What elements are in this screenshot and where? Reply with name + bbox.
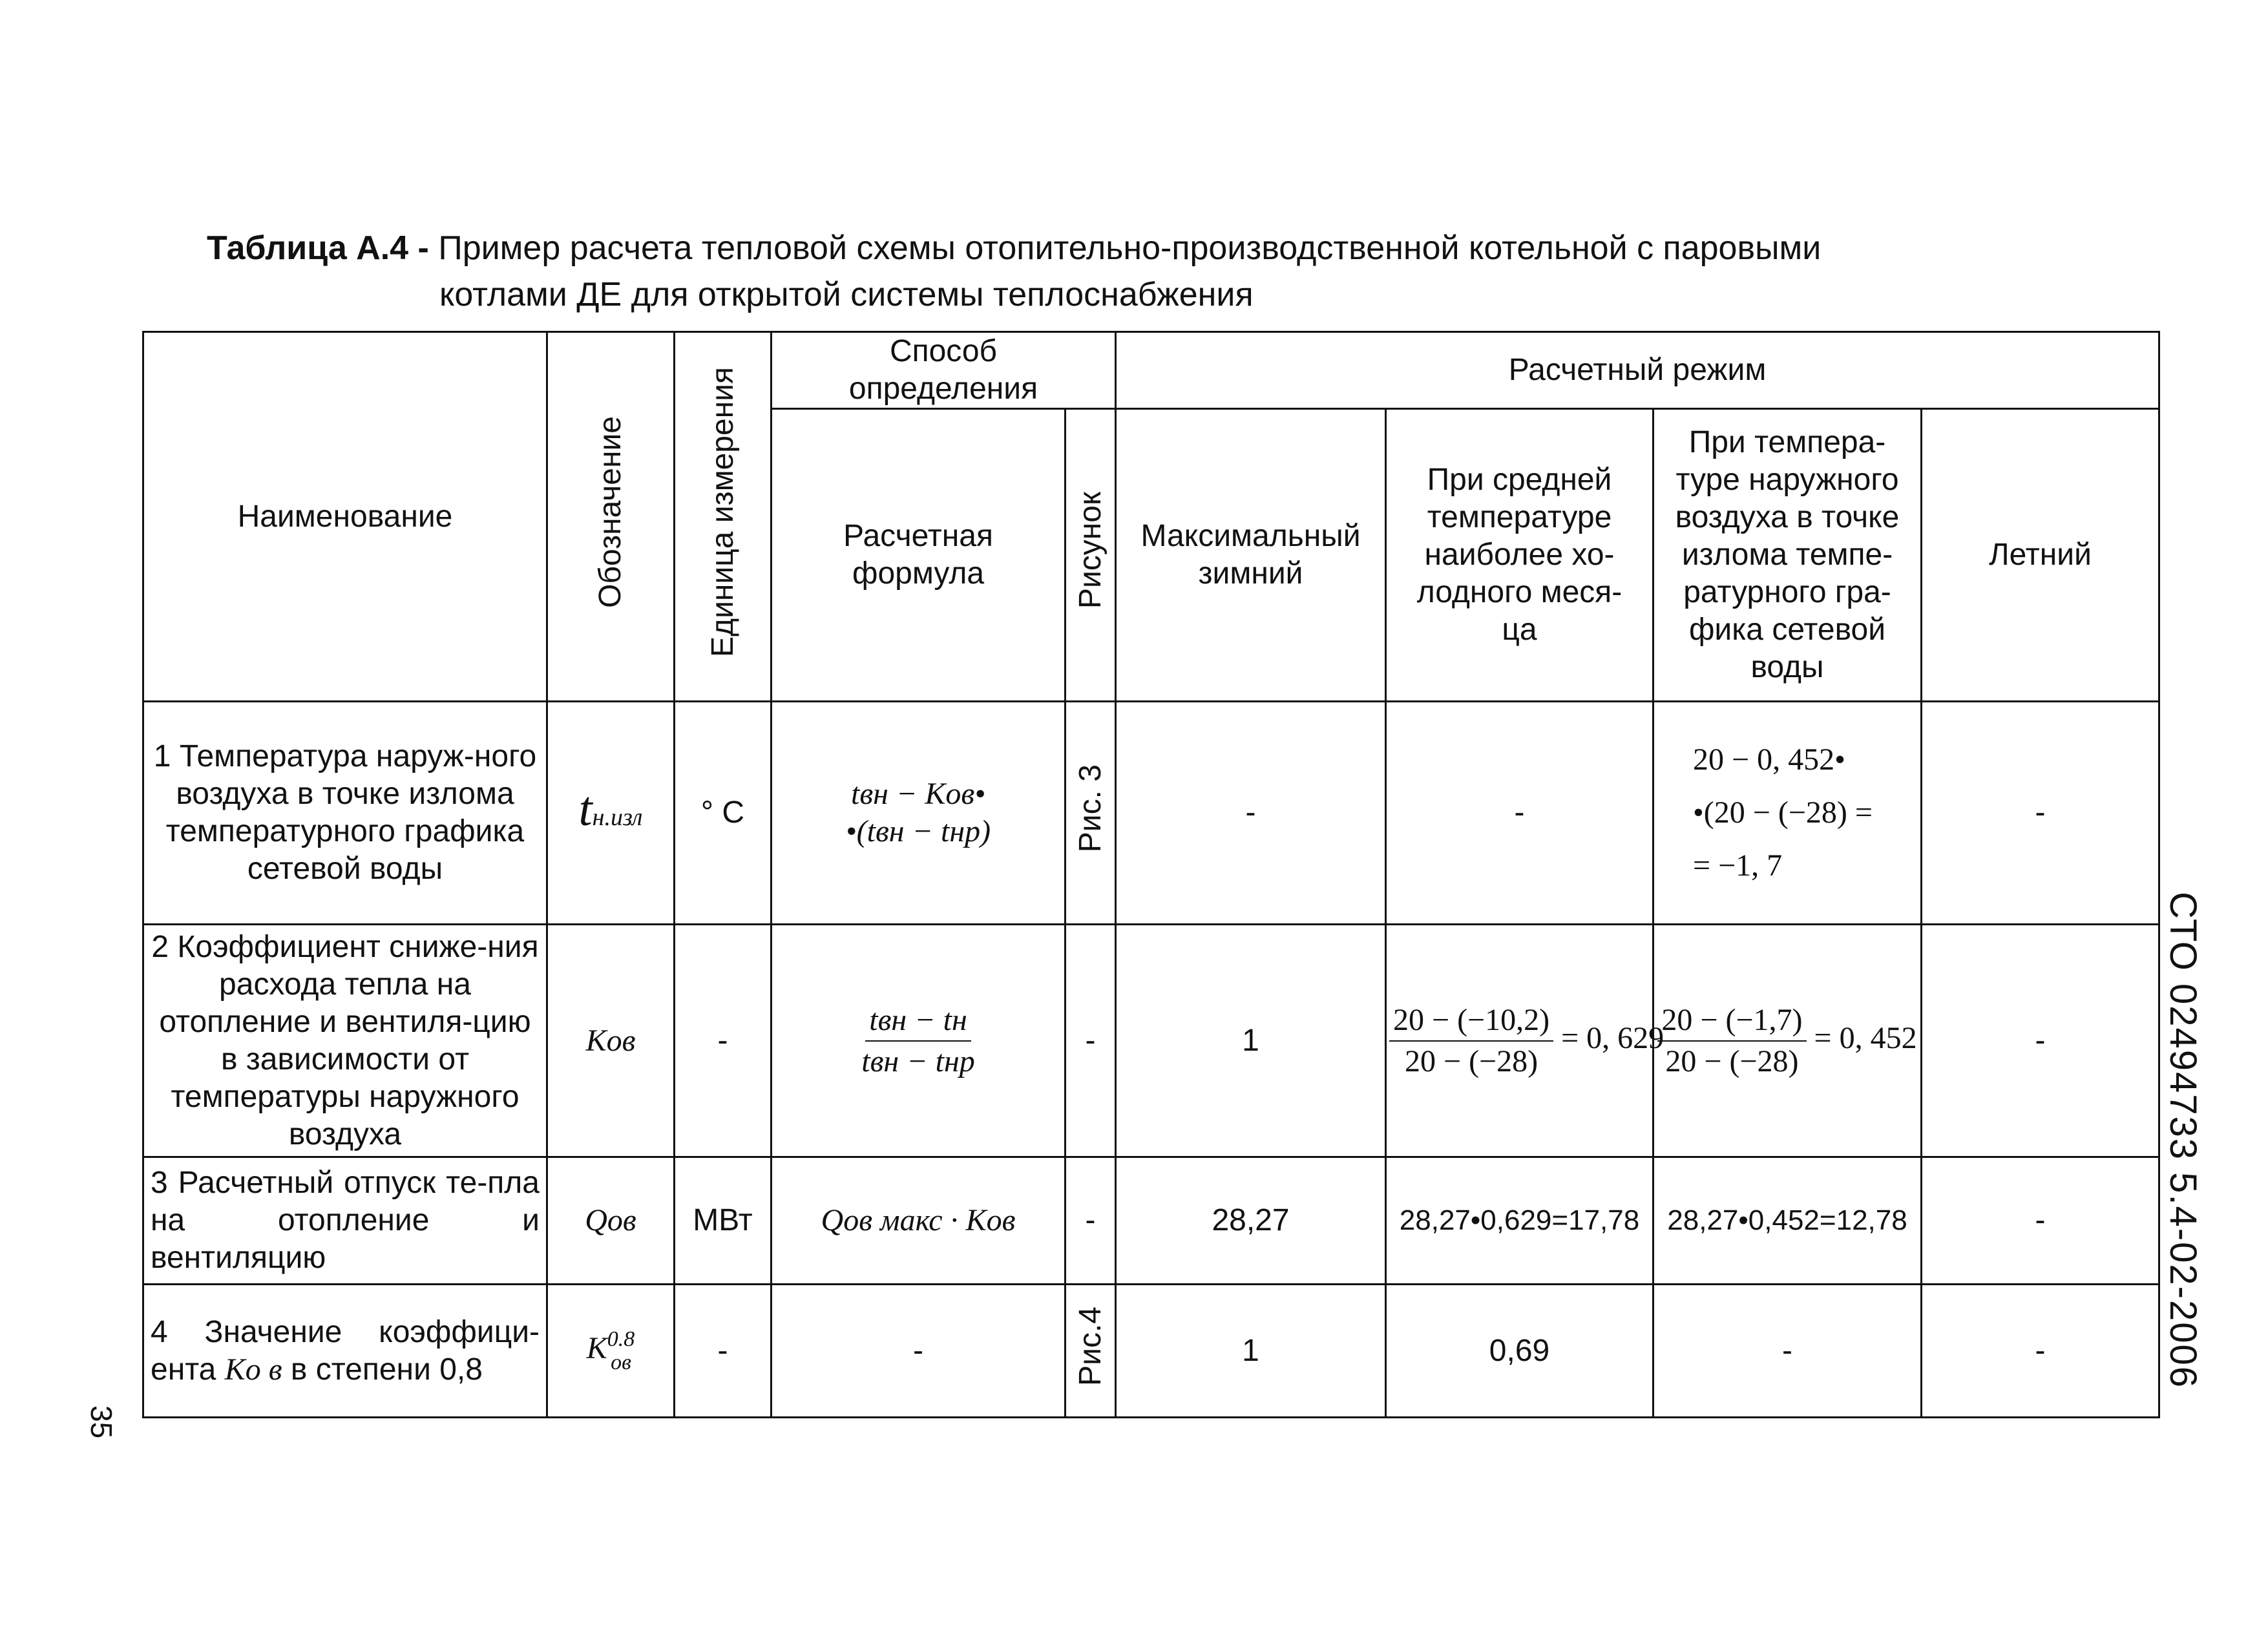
row3-avg: 28,27•0,629=17,78 [1386,1157,1654,1285]
table-title-line1: Пример расчета тепловой схемы отопительно-производственной котельной с паровыми [438,229,1822,267]
row4-name: 4 Значение коэффици-ента Kо в в степени 0,8 [143,1285,547,1418]
row2-break: $\frac{20 - (-1,7)}{20 - (-28)}$ = 0, 452 [1654,925,1922,1157]
row4-avg: 0,69 [1386,1285,1654,1418]
row1-unit: ° С [675,702,772,925]
row3-unit: МВт [675,1157,772,1285]
row2-symbol: Kов [547,925,675,1157]
row4-break: - [1654,1285,1922,1418]
row4-summer: - [1922,1285,2159,1418]
row2-summer: - [1922,925,2159,1157]
page-number: 35 [85,1405,118,1439]
table-title-line2: котлами ДЕ для открытой системы теплоснабжения [439,276,1254,313]
row3-break: 28,27•0,452=12,78 [1654,1157,1922,1285]
header-mode-break: При темпера-туре наружного воздуха в точке излома темпе-ратурного гра-фика сетевой воды [1654,409,1922,702]
header-designation: Обозначение [547,332,675,702]
header-figure: Рисунок [1066,409,1116,702]
row2-max: 1 [1116,925,1386,1157]
table-title [207,225,2145,318]
row4-max: 1 [1116,1285,1386,1418]
header-row-1 [143,332,2159,409]
table-row [143,1285,2159,1418]
row2-unit: - [675,925,772,1157]
row2-avg: $\frac{20 - (-10,2)}{20 - (-28)}$ = 0, 629 [1386,925,1654,1157]
header-mode-avg: При средней температуре наиболее хо-лодного меся-ца [1386,409,1654,702]
header-mode-summer: Летний [1922,409,2159,702]
calculation-table [142,331,2160,1418]
document-code: СТО 02494733 5.4-02-2006 [2162,892,2204,1389]
row1-figure: Рис. 3 [1066,702,1116,925]
row3-formula: Qов макс · Kов [772,1157,1066,1285]
row4-figure: Рис.4 [1066,1285,1116,1418]
row1-break: 20 − 0, 452• •(20 − (−28) = = −1, 7 [1654,702,1922,925]
row4-symbol: K 0.8 ов [547,1285,675,1418]
table-row [143,702,2159,925]
row2-figure: - [1066,925,1116,1157]
row4-formula: - [772,1285,1066,1418]
row2-name: 2 Коэффициент сниже-ния расхода тепла на отопление и вентиля-цию в зависимости от температуры наружного воздуха [143,925,547,1157]
table-row [143,925,2159,1157]
row1-summer: - [1922,702,2159,925]
row1-symbol: tн.изл [547,702,675,925]
header-name: Наименование [143,332,547,702]
row1-formula: tвн − Kов• •(tвн − tнр) [772,702,1066,925]
header-mode-max: Максимальный зимний [1116,409,1386,702]
row3-summer: - [1922,1157,2159,1285]
row3-name: 3 Расчетный отпуск те-пла на отопление и вентиляцию [143,1157,547,1285]
header-formula: Расчетная формула [772,409,1066,702]
table-title-number: Таблица А.4 - [207,229,429,267]
header-mode: Расчетный режим [1116,332,2159,409]
row1-name: 1 Температура наруж-ного воздуха в точке излома температурного графика сетевой воды [143,702,547,925]
table-row [143,1157,2159,1285]
row3-symbol: Qов [547,1157,675,1285]
row3-max: 28,27 [1116,1157,1386,1285]
row3-figure: - [1066,1157,1116,1285]
row1-max: - [1116,702,1386,925]
row2-formula: $\frac{\text{tвн − tн}}{\text{tвн − tнр}}$ [772,925,1066,1157]
row1-avg: - [1386,702,1654,925]
header-unit: Единица измерения [675,332,772,702]
row4-unit: - [675,1285,772,1418]
header-method: Способ определения [772,332,1116,409]
